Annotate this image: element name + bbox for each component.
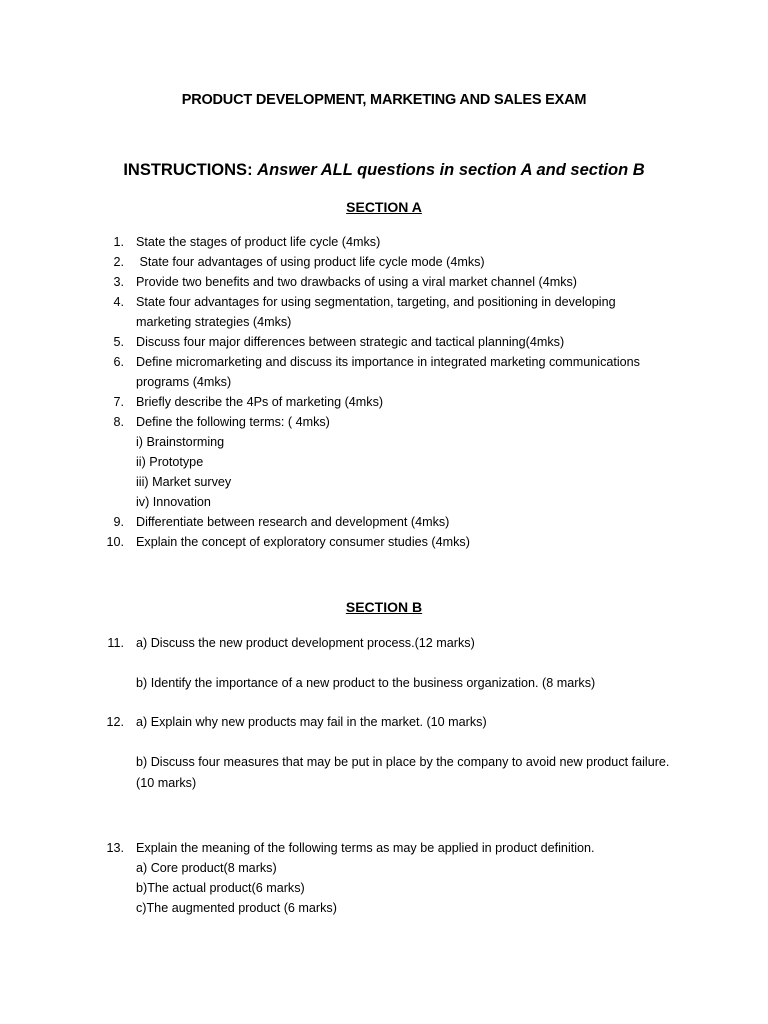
question-number: 12.: [106, 715, 124, 729]
question-number: 8.: [113, 415, 124, 429]
term-item: iv) Innovation: [136, 495, 211, 509]
section-a-heading: SECTION A: [346, 199, 422, 215]
question-number: 5.: [113, 335, 124, 349]
question-number: 10.: [106, 535, 124, 549]
term-item: iii) Market survey: [136, 475, 232, 489]
question-text: marketing strategies (4mks): [136, 315, 292, 329]
instructions-text: Answer ALL questions in section A and section B: [257, 161, 645, 179]
term-item: b)The actual product(6 marks): [136, 881, 305, 895]
question-number: 1.: [113, 235, 124, 249]
question-number: 7.: [113, 395, 124, 409]
question-part: a) Explain why new products may fail in the market. (10 marks): [136, 715, 487, 729]
question-part: (10 marks): [136, 776, 197, 790]
page-title: PRODUCT DEVELOPMENT, MARKETING AND SALES EXAM: [181, 92, 587, 108]
question-text: Discuss four major differences between strategic and tactical planning(4mks): [136, 335, 565, 349]
question-part: a) Discuss the new product development process.(12 marks): [136, 636, 475, 650]
question-number: 11.: [107, 636, 124, 650]
question-number: 9.: [113, 515, 124, 529]
instructions-lead: INSTRUCTIONS:: [123, 161, 253, 179]
question-text: State the stages of product life cycle (4mks): [136, 235, 381, 249]
question-text: State four advantages for using segmentation, targeting, and positioning in developing: [136, 295, 616, 309]
section-b-heading: SECTION B: [345, 599, 423, 615]
question-part: b) Identify the importance of a new product to the business organization. (8 marks): [136, 676, 596, 690]
question-text: programs (4mks): [136, 375, 232, 389]
question-text: Provide two benefits and two drawbacks of using a viral market channel (4mks): [136, 275, 577, 289]
term-item: i) Brainstorming: [136, 435, 225, 449]
question-number: 6.: [113, 355, 124, 369]
question-text: Define micromarketing and discuss its importance in integrated marketing communications: [136, 355, 640, 369]
question-text: Define the following terms: ( 4mks): [136, 415, 330, 429]
question-number: 13.: [106, 841, 124, 855]
question-number: 2.: [113, 255, 124, 269]
question-text: Explain the meaning of the following terms as may be applied in product definition.: [136, 841, 595, 855]
question-text: Explain the concept of exploratory consumer studies (4mks): [136, 535, 470, 549]
question-number: 3.: [113, 275, 124, 289]
question-number: 4.: [113, 295, 124, 309]
term-item: ii) Prototype: [136, 455, 204, 469]
question-text: State four advantages of using product life cycle mode (4mks): [136, 255, 485, 269]
instructions: [0, 161, 768, 180]
term-item: a) Core product(8 marks): [136, 861, 277, 875]
question-text: Briefly describe the 4Ps of marketing (4mks): [136, 395, 384, 409]
term-item: c)The augmented product (6 marks): [136, 901, 337, 915]
question-part: b) Discuss four measures that may be put in place by the company to avoid new product failure.: [136, 755, 670, 769]
question-text: Differentiate between research and development (4mks): [136, 515, 450, 529]
